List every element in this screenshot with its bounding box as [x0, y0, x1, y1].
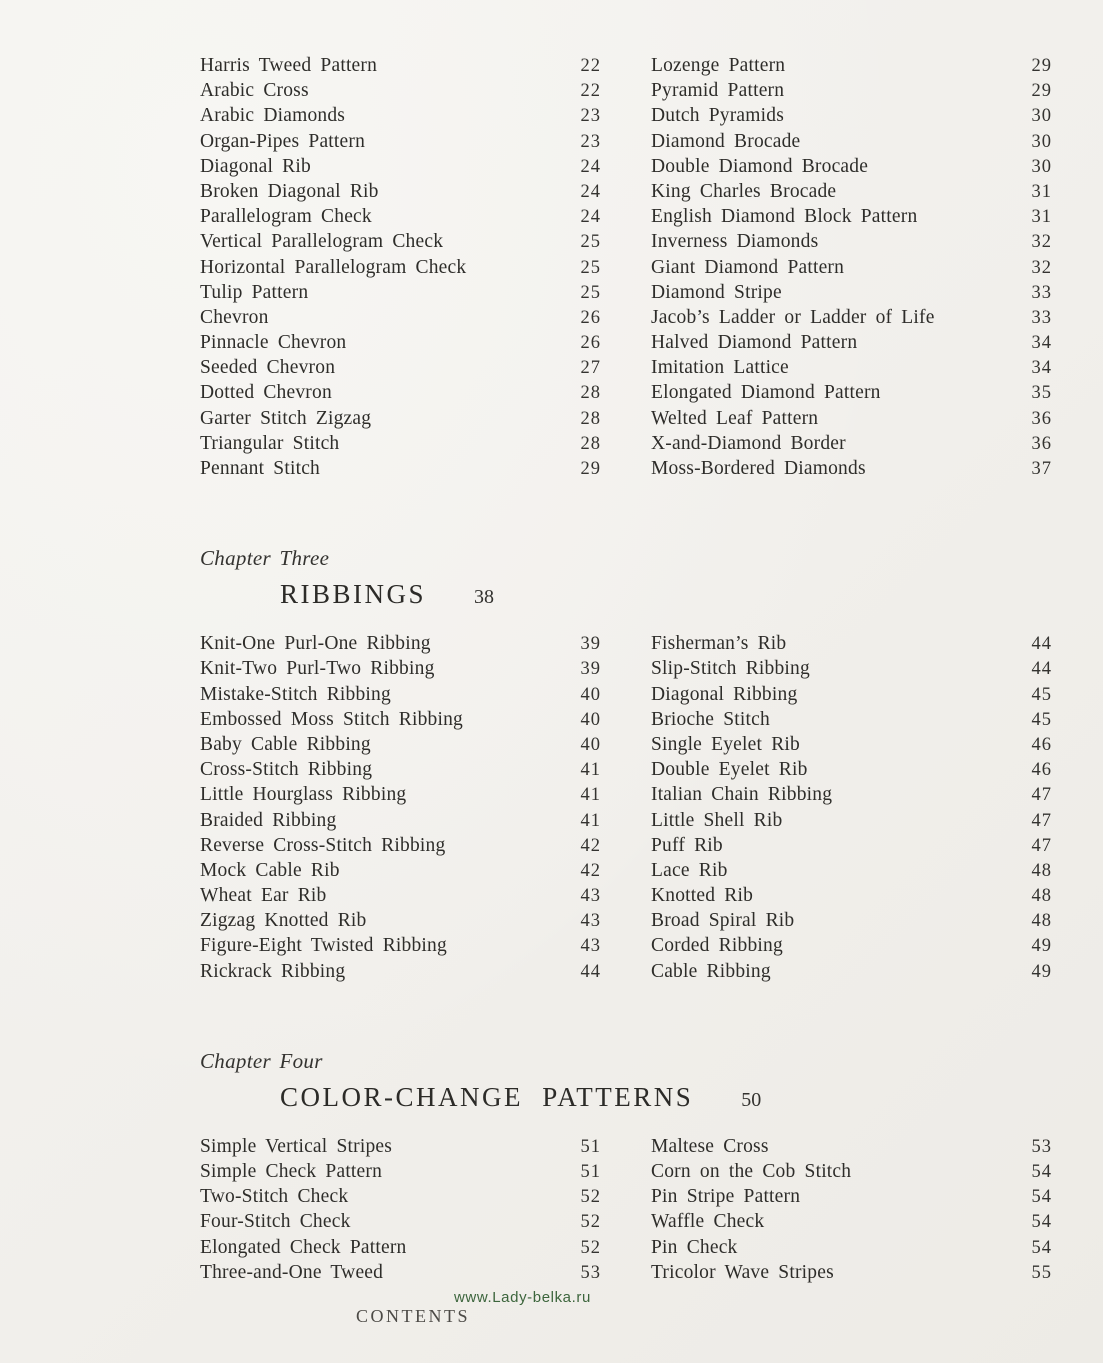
toc-entry-title: Organ-Pipes Pattern	[200, 130, 366, 152]
toc-entry-title: Garter Stitch Zigzag	[200, 407, 372, 429]
toc-entry-title: Arabic Cross	[200, 80, 309, 102]
toc-entry-title: Diagonal Ribbing	[651, 683, 798, 705]
toc-entry-page-number: 49	[1031, 936, 1052, 957]
toc-entry-page-number: 46	[1031, 760, 1052, 781]
toc-entry	[200, 734, 601, 759]
toc-entry	[200, 332, 601, 357]
toc-entry-page-number: 43	[580, 886, 601, 907]
toc-entry	[651, 231, 1052, 256]
toc-entry-title: Mock Cable Rib	[200, 859, 340, 881]
toc-entry-title: Vertical Parallelogram Check	[200, 231, 444, 253]
toc-entry-title: Simple Check Pattern	[200, 1161, 383, 1182]
toc-entry	[651, 961, 1052, 986]
toc-entry	[651, 257, 1052, 282]
toc-entry-page-number: 41	[580, 760, 601, 781]
toc-entry-title: Little Shell Rib	[651, 809, 783, 831]
chapter-page-number: 38	[474, 586, 495, 609]
toc-entry	[200, 759, 601, 784]
toc-entry-page-number: 46	[1031, 734, 1052, 755]
toc-entry	[651, 1262, 1052, 1287]
toc-entry	[200, 1136, 601, 1161]
toc-entry-page-number: 30	[1031, 156, 1052, 177]
toc-entry-page-number: 49	[1031, 961, 1052, 982]
toc-entry-page-number: 40	[580, 734, 601, 755]
toc-entry-page-number: 40	[580, 709, 601, 730]
toc-entry	[200, 1161, 601, 1186]
toc-entry-page-number: 44	[1031, 659, 1052, 680]
toc-section	[200, 1048, 1052, 1287]
toc-entry	[651, 759, 1052, 784]
toc-entry	[651, 206, 1052, 231]
toc-entry	[200, 257, 601, 282]
toc-entry	[200, 633, 601, 658]
toc-entry	[651, 658, 1052, 683]
toc-entry	[651, 105, 1052, 130]
toc-entry-title: Figure-Eight Twisted Ribbing	[200, 935, 447, 957]
toc-entry-title: English Diamond Block Pattern	[651, 206, 918, 228]
toc-entry-page-number: 29	[580, 459, 601, 479]
toc-entry	[200, 961, 601, 986]
toc-entry-page-number: 48	[1031, 886, 1052, 907]
table-of-contents	[200, 0, 1052, 1287]
toc-entry	[651, 885, 1052, 910]
toc-entry	[200, 105, 601, 130]
toc-entry	[200, 357, 601, 382]
toc-entry-page-number: 33	[1031, 282, 1052, 303]
toc-entry	[651, 156, 1052, 181]
toc-entry-title: Slip-Stitch Ribbing	[651, 658, 810, 680]
toc-entry	[200, 458, 601, 483]
toc-entry-page-number: 45	[1031, 684, 1052, 705]
toc-entry	[200, 408, 601, 433]
toc-entry-page-number: 52	[580, 1187, 601, 1208]
toc-entry-page-number: 28	[580, 408, 601, 429]
toc-entry	[200, 935, 601, 960]
toc-entry-page-number: 32	[1031, 232, 1052, 253]
toc-column-left	[200, 633, 601, 986]
chapter-label: Chapter Three	[200, 546, 330, 571]
toc-entry	[651, 458, 1052, 483]
toc-entry	[200, 181, 601, 206]
toc-entry-page-number: 37	[1031, 459, 1052, 479]
toc-entry-title: Braided Ribbing	[200, 809, 337, 831]
toc-entry-title: Elongated Check Pattern	[200, 1236, 407, 1258]
toc-entry	[200, 1262, 601, 1287]
toc-entry-title: Pyramid Pattern	[651, 80, 785, 102]
watermark-url: www.Lady-belka.ru	[454, 1289, 591, 1306]
toc-entry-title: Lace Rib	[651, 859, 728, 881]
toc-entry-title: Simple Vertical Stripes	[200, 1135, 393, 1157]
toc-entry-title: Single Eyelet Rib	[651, 733, 800, 755]
toc-entry-title: Waffle Check	[651, 1211, 765, 1233]
toc-entry-page-number: 54	[1031, 1162, 1052, 1182]
toc-entry-title: Knotted Rib	[651, 885, 754, 907]
chapter-page-number: 50	[741, 1088, 762, 1111]
toc-entry-title: Elongated Diamond Pattern	[651, 382, 881, 404]
toc-columns	[200, 1136, 1052, 1287]
toc-entry	[200, 282, 601, 307]
toc-entry-title: Welted Leaf Pattern	[651, 407, 819, 429]
toc-entry	[200, 684, 601, 709]
toc-entry	[651, 684, 1052, 709]
toc-entry	[651, 1186, 1052, 1211]
toc-entry-page-number: 44	[580, 961, 601, 982]
toc-entry-title: Broken Diagonal Rib	[200, 180, 379, 202]
toc-entry	[200, 835, 601, 860]
toc-entry-title: Knit-One Purl-One Ribbing	[200, 633, 431, 655]
toc-entry-title: Mistake-Stitch Ribbing	[200, 683, 391, 705]
toc-entry	[200, 709, 601, 734]
toc-entry-page-number: 34	[1031, 358, 1052, 379]
toc-section	[200, 545, 1052, 986]
toc-entry-page-number: 41	[580, 785, 601, 806]
chapter-label: Chapter Four	[200, 1048, 323, 1073]
toc-entry-title: Lozenge Pattern	[651, 55, 786, 76]
toc-entry-title: Pennant Stitch	[200, 458, 321, 479]
toc-entry-title: Pin Check	[651, 1236, 738, 1258]
footer-contents-label: CONTENTS	[356, 1306, 470, 1326]
toc-entry	[200, 55, 601, 80]
chapter-title: COLOR-CHANGE PATTERNS	[280, 1081, 694, 1112]
toc-entry-page-number: 36	[1031, 433, 1052, 454]
toc-entry-page-number: 54	[1031, 1237, 1052, 1258]
toc-entry	[200, 433, 601, 458]
toc-entry-page-number: 25	[580, 282, 601, 303]
toc-entry-title: Italian Chain Ribbing	[651, 784, 833, 806]
toc-entry-page-number: 31	[1031, 207, 1052, 228]
toc-entry-page-number: 24	[580, 207, 601, 228]
toc-entry	[651, 1237, 1052, 1262]
toc-entry-page-number: 47	[1031, 785, 1052, 806]
toc-entry	[200, 1186, 601, 1211]
toc-entry-title: Diamond Stripe	[651, 281, 782, 303]
toc-entry-page-number: 54	[1031, 1187, 1052, 1208]
toc-entry	[200, 810, 601, 835]
toc-entry	[651, 860, 1052, 885]
toc-column-left	[200, 1136, 601, 1287]
toc-entry-page-number: 47	[1031, 835, 1052, 856]
toc-entry-page-number: 24	[580, 156, 601, 177]
toc-entry-title: Brioche Stitch	[651, 708, 770, 730]
toc-entry-title: Cross-Stitch Ribbing	[200, 759, 373, 781]
toc-entry-page-number: 43	[580, 936, 601, 957]
toc-entry	[200, 1211, 601, 1236]
toc-entry-title: Pinnacle Chevron	[200, 332, 347, 354]
toc-entry-title: Little Hourglass Ribbing	[200, 784, 407, 806]
toc-entry	[200, 131, 601, 156]
toc-entry-title: Broad Spiral Rib	[651, 910, 795, 932]
toc-entry	[200, 231, 601, 256]
toc-entry-page-number: 34	[1031, 333, 1052, 354]
toc-entry-title: Tricolor Wave Stripes	[651, 1261, 834, 1283]
toc-entry	[651, 55, 1052, 80]
toc-entry-title: Tulip Pattern	[200, 281, 309, 303]
toc-entry-page-number: 23	[580, 106, 601, 127]
toc-entry-title: Triangular Stitch	[200, 432, 340, 454]
toc-entry-page-number: 40	[580, 684, 601, 705]
toc-columns	[200, 55, 1052, 483]
toc-entry	[200, 206, 601, 231]
toc-section	[200, 55, 1052, 483]
toc-entry-page-number: 35	[1031, 383, 1052, 404]
toc-entry-title: Jacob’s Ladder or Ladder of Life	[651, 306, 935, 328]
toc-entry-page-number: 39	[580, 659, 601, 680]
toc-entry-title: X-and-Diamond Border	[651, 432, 846, 454]
toc-entry	[651, 734, 1052, 759]
toc-entry-title: Maltese Cross	[651, 1135, 769, 1157]
toc-entry-page-number: 42	[580, 860, 601, 881]
toc-entry-title: Wheat Ear Rib	[200, 885, 327, 907]
toc-entry-page-number: 52	[580, 1237, 601, 1258]
toc-entry	[651, 408, 1052, 433]
toc-entry	[651, 382, 1052, 407]
toc-entry	[200, 156, 601, 181]
toc-entry-page-number: 42	[580, 835, 601, 856]
toc-column-left	[200, 55, 601, 483]
toc-entry-page-number: 51	[580, 1136, 601, 1157]
toc-entry	[651, 910, 1052, 935]
toc-entry	[651, 935, 1052, 960]
toc-entry-page-number: 23	[580, 131, 601, 152]
toc-entry	[651, 433, 1052, 458]
toc-entry-title: Moss-Bordered Diamonds	[651, 458, 866, 479]
toc-entry-title: Dutch Pyramids	[651, 105, 784, 127]
toc-entry-page-number: 28	[580, 433, 601, 454]
toc-entry-page-number: 41	[580, 810, 601, 831]
toc-entry	[651, 357, 1052, 382]
toc-entry	[200, 784, 601, 809]
toc-entry-page-number: 24	[580, 181, 601, 202]
toc-entry-page-number: 53	[1031, 1136, 1052, 1157]
toc-entry	[651, 181, 1052, 206]
toc-entry-title: Imitation Lattice	[651, 357, 789, 379]
toc-entry-page-number: 47	[1031, 810, 1052, 831]
toc-entry-title: Four-Stitch Check	[200, 1211, 351, 1233]
toc-entry	[651, 709, 1052, 734]
toc-entry	[651, 784, 1052, 809]
toc-entry-page-number: 30	[1031, 131, 1052, 152]
toc-entry-title: Reverse Cross-Stitch Ribbing	[200, 834, 446, 856]
toc-entry-page-number: 44	[1031, 634, 1052, 655]
toc-entry-page-number: 51	[580, 1162, 601, 1182]
toc-entry-title: Two-Stitch Check	[200, 1186, 349, 1208]
toc-entry-title: Fisherman’s Rib	[651, 633, 787, 655]
toc-entry	[200, 1237, 601, 1262]
toc-entry-title: Rickrack Ribbing	[200, 960, 346, 982]
toc-entry-title: Knit-Two Purl-Two Ribbing	[200, 658, 435, 680]
toc-entry	[200, 658, 601, 683]
toc-entry-page-number: 36	[1031, 408, 1052, 429]
toc-entry-page-number: 25	[580, 232, 601, 253]
toc-entry-title: Diamond Brocade	[651, 130, 801, 152]
toc-entry-page-number: 48	[1031, 860, 1052, 881]
toc-entry-title: Three-and-One Tweed	[200, 1261, 384, 1283]
toc-entry-title: Double Eyelet Rib	[651, 759, 808, 781]
toc-entry-title: Double Diamond Brocade	[651, 155, 869, 177]
toc-entry-title: Halved Diamond Pattern	[651, 332, 858, 354]
toc-column-right	[651, 1136, 1052, 1287]
toc-entry-page-number: 28	[580, 383, 601, 404]
toc-entry-page-number: 22	[580, 56, 601, 76]
toc-entry-title: Parallelogram Check	[200, 206, 372, 228]
toc-entry	[651, 810, 1052, 835]
toc-entry-page-number: 53	[580, 1262, 601, 1283]
toc-entry-title: Giant Diamond Pattern	[651, 256, 845, 278]
toc-entry-page-number: 26	[580, 333, 601, 354]
toc-entry-page-number: 27	[580, 358, 601, 379]
toc-entry	[200, 910, 601, 935]
toc-entry	[651, 633, 1052, 658]
toc-entry-title: Zigzag Knotted Rib	[200, 910, 367, 932]
toc-entry	[651, 835, 1052, 860]
toc-entry-page-number: 45	[1031, 709, 1052, 730]
toc-entry-page-number: 55	[1031, 1262, 1052, 1283]
toc-entry	[200, 307, 601, 332]
toc-entry	[200, 382, 601, 407]
toc-entry-page-number: 30	[1031, 106, 1052, 127]
toc-entry-title: Dotted Chevron	[200, 382, 332, 404]
toc-entry-page-number: 48	[1031, 911, 1052, 932]
toc-entry-page-number: 29	[1031, 81, 1052, 102]
toc-entry-title: Arabic Diamonds	[200, 105, 346, 127]
toc-entry-title: Inverness Diamonds	[651, 231, 819, 253]
toc-entry	[651, 1136, 1052, 1161]
toc-entry	[651, 1161, 1052, 1186]
toc-entry-page-number: 32	[1031, 257, 1052, 278]
toc-entry	[651, 1211, 1052, 1236]
toc-entry	[200, 80, 601, 105]
toc-entry	[651, 307, 1052, 332]
toc-entry	[200, 860, 601, 885]
toc-entry-page-number: 26	[580, 307, 601, 328]
toc-entry-page-number: 39	[580, 634, 601, 655]
toc-entry-title: Pin Stripe Pattern	[651, 1186, 801, 1208]
toc-entry-title: Horizontal Parallelogram Check	[200, 256, 467, 278]
toc-entry-title: King Charles Brocade	[651, 180, 837, 202]
toc-entry-page-number: 54	[1031, 1212, 1052, 1233]
toc-column-right	[651, 633, 1052, 986]
toc-entry-page-number: 22	[580, 81, 601, 102]
toc-entry-title: Diagonal Rib	[200, 155, 311, 177]
toc-entry	[651, 332, 1052, 357]
chapter-title-row	[200, 579, 1052, 610]
toc-columns	[200, 633, 1052, 986]
chapter-title-row	[200, 1082, 1052, 1113]
toc-entry-title: Chevron	[200, 306, 269, 328]
toc-entry-title: Embossed Moss Stitch Ribbing	[200, 708, 463, 730]
toc-entry-title: Baby Cable Ribbing	[200, 733, 371, 755]
toc-entry	[651, 80, 1052, 105]
toc-entry-page-number: 25	[580, 257, 601, 278]
toc-entry-title: Puff Rib	[651, 834, 723, 856]
toc-entry	[651, 282, 1052, 307]
toc-entry-page-number: 52	[580, 1212, 601, 1233]
toc-entry-page-number: 29	[1031, 56, 1052, 76]
toc-entry-title: Harris Tweed Pattern	[200, 55, 378, 76]
toc-entry	[200, 885, 601, 910]
toc-entry-page-number: 43	[580, 911, 601, 932]
toc-entry-title: Cable Ribbing	[651, 960, 771, 982]
chapter-title: RIBBINGS	[280, 579, 427, 610]
toc-entry	[651, 131, 1052, 156]
toc-entry-page-number: 31	[1031, 181, 1052, 202]
toc-entry-title: Seeded Chevron	[200, 357, 336, 379]
toc-entry-page-number: 33	[1031, 307, 1052, 328]
toc-column-right	[651, 55, 1052, 483]
toc-entry-title: Corn on the Cob Stitch	[651, 1161, 852, 1182]
toc-entry-title: Corded Ribbing	[651, 935, 783, 957]
